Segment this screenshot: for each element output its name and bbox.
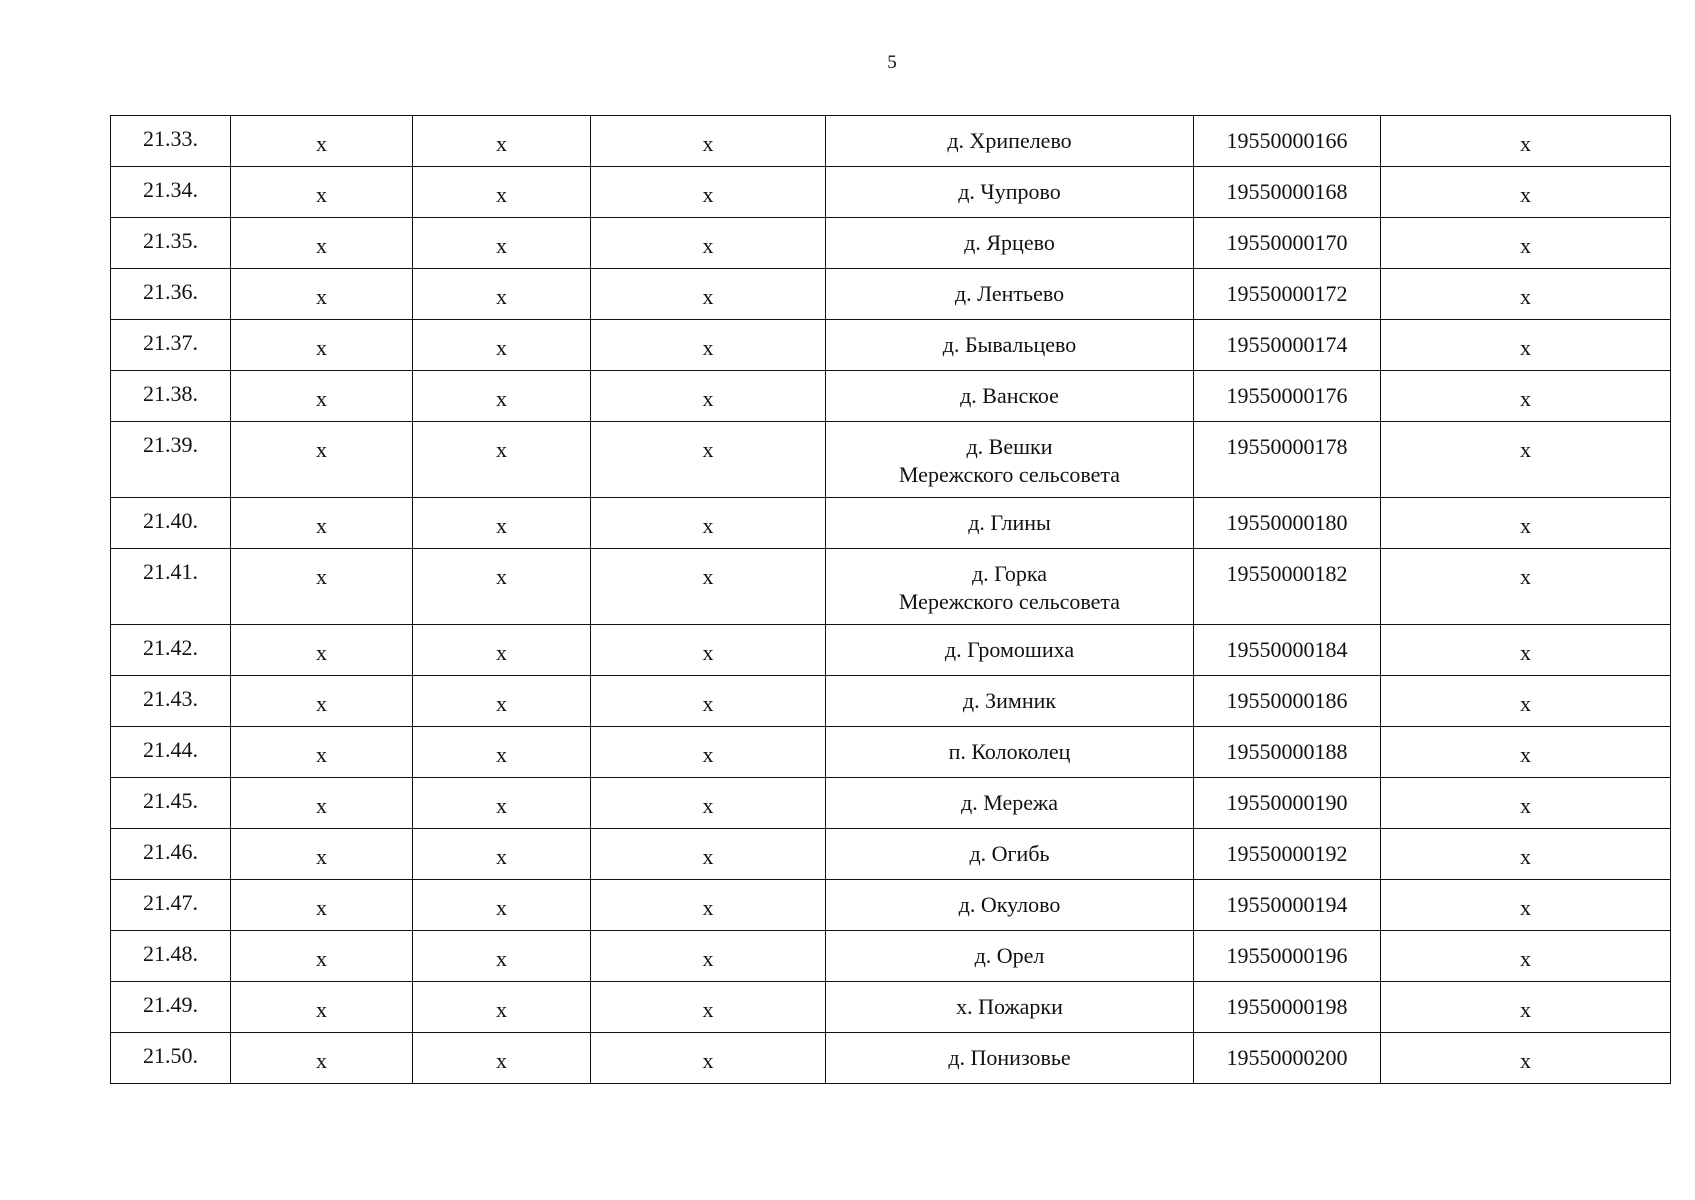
column-2-cell: x [413,269,591,320]
table-row [111,778,1671,829]
column-3-cell: x [591,1033,826,1084]
row-number-cell: 21.38. [111,371,231,422]
table-row [111,625,1671,676]
page-number: 5 [887,52,897,73]
column-2-cell: x [413,829,591,880]
settlement-name-cell: д. Глины [826,498,1194,549]
column-3-cell: x [591,218,826,269]
column-1-cell: x [231,549,413,625]
column-2-cell: x [413,371,591,422]
column-3-cell: x [591,625,826,676]
settlement-name-cell: х. Пожарки [826,982,1194,1033]
settlement-code-cell: 19550000176 [1194,371,1381,422]
settlement-code-cell: 19550000180 [1194,498,1381,549]
column-3-cell: x [591,269,826,320]
column-2-cell: x [413,778,591,829]
column-1-cell: x [231,116,413,167]
column-7-cell: x [1381,498,1671,549]
row-number-cell: 21.37. [111,320,231,371]
column-7-cell: x [1381,269,1671,320]
row-number-cell: 21.47. [111,880,231,931]
column-2-cell: x [413,167,591,218]
column-2-cell: x [413,1033,591,1084]
column-2-cell: x [413,931,591,982]
column-7-cell: x [1381,549,1671,625]
settlement-name-cell: д. Огибь [826,829,1194,880]
column-2-cell: x [413,982,591,1033]
column-3-cell: x [591,829,826,880]
row-number-cell: 21.42. [111,625,231,676]
settlement-code-cell: 19550000178 [1194,422,1381,498]
settlement-name-cell: д. Орел [826,931,1194,982]
row-number-cell: 21.39. [111,422,231,498]
table-row [111,218,1671,269]
settlement-name-cell: д. Горка Мережского сельсовета [826,549,1194,625]
column-3-cell: x [591,676,826,727]
settlement-name-cell: д. Хрипелево [826,116,1194,167]
column-3-cell: x [591,549,826,625]
column-7-cell: x [1381,167,1671,218]
row-number-cell: 21.36. [111,269,231,320]
column-1-cell: x [231,1033,413,1084]
settlement-name-cell: д. Вешки Мережского сельсовета [826,422,1194,498]
row-number-cell: 21.48. [111,931,231,982]
column-1-cell: x [231,676,413,727]
settlement-code-cell: 19550000168 [1194,167,1381,218]
column-7-cell: x [1381,1033,1671,1084]
table-row [111,1033,1671,1084]
settlement-code-cell: 19550000174 [1194,320,1381,371]
column-7-cell: x [1381,829,1671,880]
row-number-cell: 21.46. [111,829,231,880]
column-2-cell: x [413,218,591,269]
settlement-code-cell: 19550000200 [1194,1033,1381,1084]
settlement-name-cell: д. Бывальцево [826,320,1194,371]
settlement-name-cell: д. Понизовье [826,1033,1194,1084]
settlement-code-cell: 19550000186 [1194,676,1381,727]
row-number-cell: 21.50. [111,1033,231,1084]
column-7-cell: x [1381,982,1671,1033]
column-3-cell: x [591,498,826,549]
row-number-cell: 21.40. [111,498,231,549]
settlement-name-cell: п. Колоколец [826,727,1194,778]
column-1-cell: x [231,931,413,982]
settlement-name-cell: д. Ярцево [826,218,1194,269]
table-row [111,269,1671,320]
column-7-cell: x [1381,218,1671,269]
table-row [111,498,1671,549]
column-3-cell: x [591,727,826,778]
column-3-cell: x [591,982,826,1033]
column-7-cell: x [1381,880,1671,931]
settlement-code-cell: 19550000196 [1194,931,1381,982]
row-number-cell: 21.45. [111,778,231,829]
row-number-cell: 21.49. [111,982,231,1033]
column-7-cell: x [1381,422,1671,498]
settlement-name-cell: д. Громошиха [826,625,1194,676]
row-number-cell: 21.44. [111,727,231,778]
row-number-cell: 21.35. [111,218,231,269]
column-2-cell: x [413,116,591,167]
column-1-cell: x [231,498,413,549]
settlement-name-cell: д. Окулово [826,880,1194,931]
column-7-cell: x [1381,931,1671,982]
column-2-cell: x [413,422,591,498]
table-row [111,880,1671,931]
table-body [111,116,1671,1084]
settlement-name-cell: д. Лентьево [826,269,1194,320]
table-row [111,982,1671,1033]
row-number-cell: 21.41. [111,549,231,625]
settlement-code-cell: 19550000170 [1194,218,1381,269]
table-row [111,676,1671,727]
column-1-cell: x [231,167,413,218]
column-7-cell: x [1381,116,1671,167]
column-2-cell: x [413,625,591,676]
table-row [111,931,1671,982]
settlement-code-cell: 19550000188 [1194,727,1381,778]
settlement-code-cell: 19550000190 [1194,778,1381,829]
settlement-code-cell: 19550000172 [1194,269,1381,320]
table-row [111,549,1671,625]
column-1-cell: x [231,269,413,320]
column-2-cell: x [413,727,591,778]
row-number-cell: 21.34. [111,167,231,218]
column-1-cell: x [231,829,413,880]
column-2-cell: x [413,498,591,549]
column-3-cell: x [591,167,826,218]
settlements-table [110,115,1671,1084]
settlement-code-cell: 19550000184 [1194,625,1381,676]
row-number-cell: 21.43. [111,676,231,727]
column-7-cell: x [1381,625,1671,676]
column-7-cell: x [1381,676,1671,727]
column-3-cell: x [591,880,826,931]
settlement-name-cell: д. Ванское [826,371,1194,422]
table-row [111,422,1671,498]
column-3-cell: x [591,931,826,982]
table-row [111,727,1671,778]
column-7-cell: x [1381,371,1671,422]
column-1-cell: x [231,625,413,676]
table-row [111,320,1671,371]
column-2-cell: x [413,880,591,931]
column-2-cell: x [413,320,591,371]
column-1-cell: x [231,727,413,778]
column-1-cell: x [231,320,413,371]
column-3-cell: x [591,422,826,498]
settlement-name-cell: д. Мережа [826,778,1194,829]
table-row [111,829,1671,880]
table-row [111,371,1671,422]
column-7-cell: x [1381,727,1671,778]
column-3-cell: x [591,116,826,167]
settlement-code-cell: 19550000194 [1194,880,1381,931]
column-1-cell: x [231,778,413,829]
row-number-cell: 21.33. [111,116,231,167]
column-3-cell: x [591,320,826,371]
settlement-code-cell: 19550000182 [1194,549,1381,625]
table-row [111,116,1671,167]
column-1-cell: x [231,982,413,1033]
column-1-cell: x [231,422,413,498]
column-7-cell: x [1381,320,1671,371]
column-3-cell: x [591,778,826,829]
settlement-name-cell: д. Зимник [826,676,1194,727]
column-1-cell: x [231,880,413,931]
column-1-cell: x [231,371,413,422]
table-row [111,167,1671,218]
column-7-cell: x [1381,778,1671,829]
settlement-code-cell: 19550000192 [1194,829,1381,880]
settlement-code-cell: 19550000166 [1194,116,1381,167]
settlement-code-cell: 19550000198 [1194,982,1381,1033]
column-2-cell: x [413,676,591,727]
column-2-cell: x [413,549,591,625]
column-3-cell: x [591,371,826,422]
settlement-name-cell: д. Чупрово [826,167,1194,218]
column-1-cell: x [231,218,413,269]
